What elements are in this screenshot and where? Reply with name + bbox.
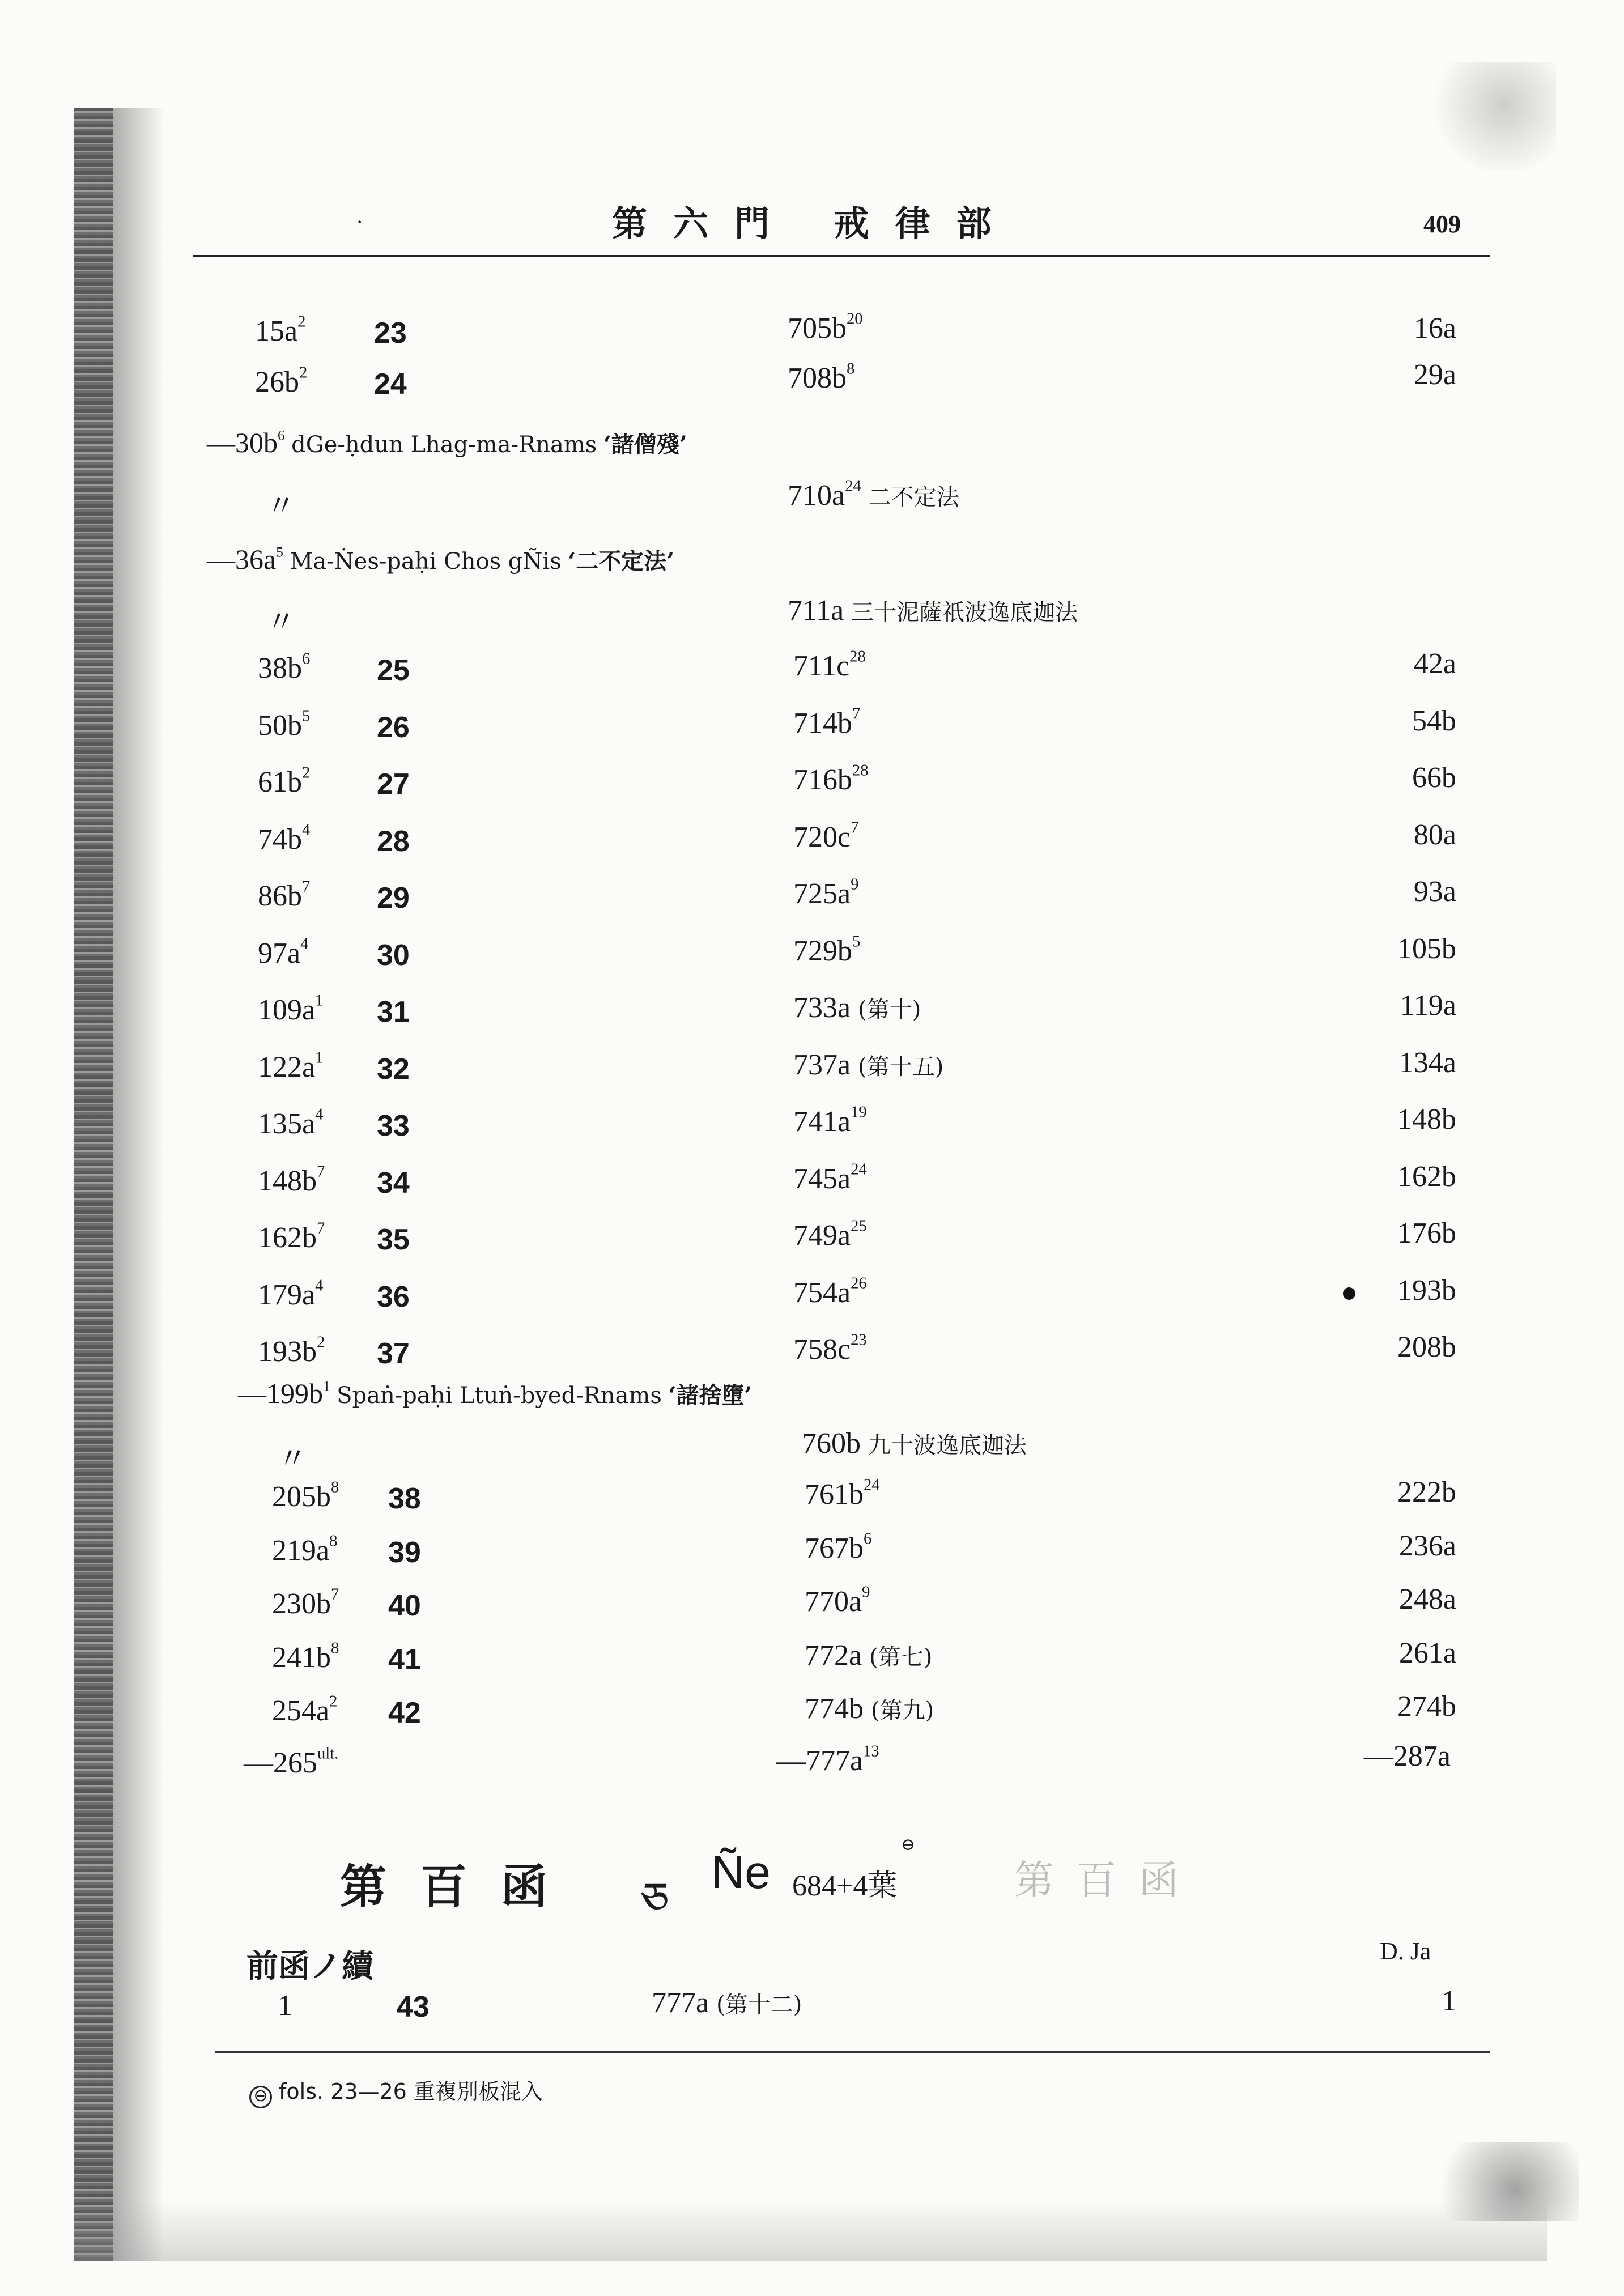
- folio-cell: $205b^8$: [272, 1478, 339, 1513]
- volume-name: Ñe: [711, 1847, 771, 1898]
- continuation-label: 前函ノ續: [246, 1948, 373, 1985]
- header-rule: [193, 255, 1490, 257]
- reference-cell: $705b^{20}$: [788, 310, 863, 345]
- entry-number-cell: 26: [377, 711, 410, 744]
- scan-shadow-fade: [113, 108, 164, 2261]
- entry-number-cell: 36: [377, 1280, 410, 1313]
- folio-end-cell: —287a: [1363, 1740, 1451, 1772]
- bleed-through-text: 第百函: [1014, 1859, 1201, 1903]
- folio-end-cell: 42a: [1413, 648, 1456, 680]
- folio-end-cell: 274b: [1397, 1690, 1456, 1723]
- scan-noise-top-right: [1426, 62, 1556, 170]
- reference-cell: $711c^{28}$: [793, 648, 866, 682]
- folio-end-cell: 236a: [1398, 1529, 1456, 1562]
- entry-number-cell: 33: [377, 1109, 410, 1142]
- entry-number-cell: 29: [377, 882, 410, 915]
- ink-blot: [1343, 1287, 1355, 1300]
- folio-end-cell: 54b: [1412, 704, 1456, 737]
- footnote: ⊖ fols. 23—26 重複別板混入: [249, 2074, 543, 2108]
- folio-cell: $193b^2$: [258, 1333, 325, 1368]
- entry-number-cell: 39: [388, 1536, 421, 1569]
- scan-shadow-edge: [74, 108, 113, 2261]
- reference-cell: $745a^{24}$: [793, 1160, 867, 1195]
- header-dot: ·: [356, 209, 364, 235]
- folio-end-cell: 29a: [1413, 359, 1456, 391]
- folio-cell: $—265^{ult.}$: [244, 1745, 339, 1779]
- reference-cell: 737a (第十五): [793, 1048, 944, 1081]
- scan-shadow-bottom: [74, 2199, 1547, 2261]
- entry-number-cell: 43: [397, 1991, 430, 2023]
- reference-cell: 733a (第十): [793, 992, 921, 1024]
- reference-cell: $741a^{19}$: [793, 1103, 867, 1138]
- folio-end-cell: 176b: [1397, 1217, 1456, 1249]
- folio-end-cell: 16a: [1413, 312, 1456, 345]
- folio-cell: $135a^4$: [258, 1106, 324, 1140]
- folio-end-cell: 93a: [1413, 875, 1456, 908]
- section-heading: $—30b^6$ dGe-ḥdun Lhag-ma-Rnams ‘諸僧殘’: [207, 427, 687, 458]
- reference-cell: 777a (第十二): [652, 1987, 802, 2019]
- folio-cell: $148b^7$: [258, 1163, 325, 1197]
- entry-number-cell: 28: [377, 824, 410, 858]
- scan-noise-bottom-right: [1420, 2142, 1579, 2221]
- folio-cell: $254a^2$: [272, 1693, 338, 1727]
- reference-cell: $725a^9$: [793, 875, 859, 910]
- folio-end-cell: 80a: [1413, 818, 1456, 851]
- tibetan-letter-icon: ཅ: [640, 1875, 669, 1925]
- reference-cell: $708b^8$: [788, 360, 855, 394]
- entry-number-cell: 35: [377, 1223, 410, 1256]
- reference-cell: $761b^{24}$: [805, 1476, 880, 1511]
- footnote-mark: ⊖: [901, 1835, 916, 1854]
- reference-cell: $754a^{26}$: [793, 1274, 867, 1309]
- reference-cell: $720c^7$: [793, 819, 859, 853]
- entry-number-cell: 32: [377, 1052, 410, 1086]
- volume-title: 第百函: [340, 1860, 582, 1914]
- entry-number-cell: 27: [377, 768, 410, 801]
- folio-cell: $26b^2$: [255, 364, 308, 398]
- reference-cell: $729b^5$: [793, 933, 861, 967]
- folio-cell: $74b^4$: [258, 821, 311, 856]
- entry-number-cell: 30: [377, 938, 410, 972]
- entry-number-cell: 37: [377, 1337, 410, 1370]
- folio-cell: $86b^7$: [258, 878, 311, 912]
- entry-number-cell: 25: [377, 654, 410, 687]
- folio-cell: $162b^7$: [258, 1219, 325, 1254]
- folio-end-cell: 105b: [1397, 932, 1456, 965]
- folio-end-cell: 1: [1442, 1985, 1456, 2017]
- folio-cell: $241b^8$: [272, 1639, 339, 1674]
- folio-end-cell: 193b: [1397, 1274, 1456, 1307]
- page-number: 409: [1423, 210, 1461, 238]
- section-heading: $—199b^1$ Spaṅ-paḥi Ltuṅ-byed-Rnams ‘諸捨墮’: [238, 1377, 753, 1409]
- folio-end-cell: 208b: [1397, 1331, 1456, 1363]
- ditto-mark: 〃: [278, 1443, 308, 1476]
- folio-cell: $230b^7$: [272, 1585, 339, 1620]
- reference-cell: $710a^{24}$ 二不定法: [788, 477, 959, 512]
- folio-cell: 1: [278, 1989, 292, 2022]
- entry-number-cell: 23: [374, 317, 407, 350]
- folio-end-cell: 148b: [1397, 1103, 1456, 1136]
- derge-reference: D. Ja: [1380, 1937, 1431, 1965]
- reference-cell: 772a (第七): [805, 1639, 933, 1672]
- reference-cell: $749a^{25}$: [793, 1217, 867, 1252]
- folio-cell: $122a^1$: [258, 1049, 324, 1083]
- entry-number-cell: 38: [388, 1482, 421, 1515]
- reference-cell: $758c^{23}$: [793, 1331, 867, 1366]
- ditto-mark: 〃: [266, 490, 296, 522]
- folio-end-cell: 222b: [1397, 1476, 1456, 1508]
- reference-cell: $716b^{28}$: [793, 762, 869, 796]
- reference-cell: $770a^9$: [805, 1583, 870, 1618]
- folio-end-cell: 66b: [1412, 762, 1456, 794]
- entry-number-cell: 34: [377, 1166, 410, 1200]
- folio-cell: $61b^2$: [258, 764, 311, 798]
- reference-cell: 760b 九十波逸底迦法: [802, 1427, 1027, 1460]
- reference-cell: $714b^7$: [793, 705, 861, 739]
- entry-number-cell: 24: [374, 368, 407, 401]
- entry-number-cell: 41: [388, 1643, 421, 1676]
- folio-cell: $38b^6$: [258, 650, 311, 684]
- page-header-title: 第六門 戒律部: [612, 203, 1018, 244]
- folio-end-cell: 119a: [1400, 989, 1456, 1022]
- reference-cell: $767b^6$: [805, 1530, 872, 1564]
- entry-number-cell: 31: [377, 996, 410, 1028]
- folio-end-cell: 162b: [1397, 1160, 1456, 1193]
- footnote-rule: [215, 2051, 1490, 2053]
- reference-cell: $—777a^{13}$: [776, 1742, 879, 1777]
- folio-cell: $15a^2$: [255, 313, 306, 347]
- footnote-mark: ⊖: [249, 2086, 272, 2108]
- folio-cell: $50b^5$: [258, 707, 311, 742]
- folio-end-cell: 261a: [1398, 1636, 1456, 1669]
- entry-number-cell: 40: [388, 1589, 421, 1622]
- folio-cell: $97a^4$: [258, 935, 309, 970]
- section-heading: $—36a^5$ Ma-Ṅes-paḥi Chos gÑis ‘二不定法’: [207, 543, 675, 575]
- reference-cell: 774b (第九): [805, 1693, 934, 1725]
- reference-cell: 711a 三十泥薩祇波逸底迦法: [788, 594, 1078, 627]
- folio-cell: $109a^1$: [258, 992, 324, 1026]
- folio-end-cell: 248a: [1398, 1583, 1456, 1615]
- entry-number-cell: 42: [388, 1697, 421, 1729]
- folio-end-cell: 134a: [1398, 1046, 1456, 1079]
- folio-cell: $179a^4$: [258, 1277, 324, 1311]
- ditto-mark: 〃: [266, 606, 296, 639]
- volume-sheets: 684+4葉: [792, 1870, 898, 1902]
- folio-cell: $219a^8$: [272, 1532, 338, 1567]
